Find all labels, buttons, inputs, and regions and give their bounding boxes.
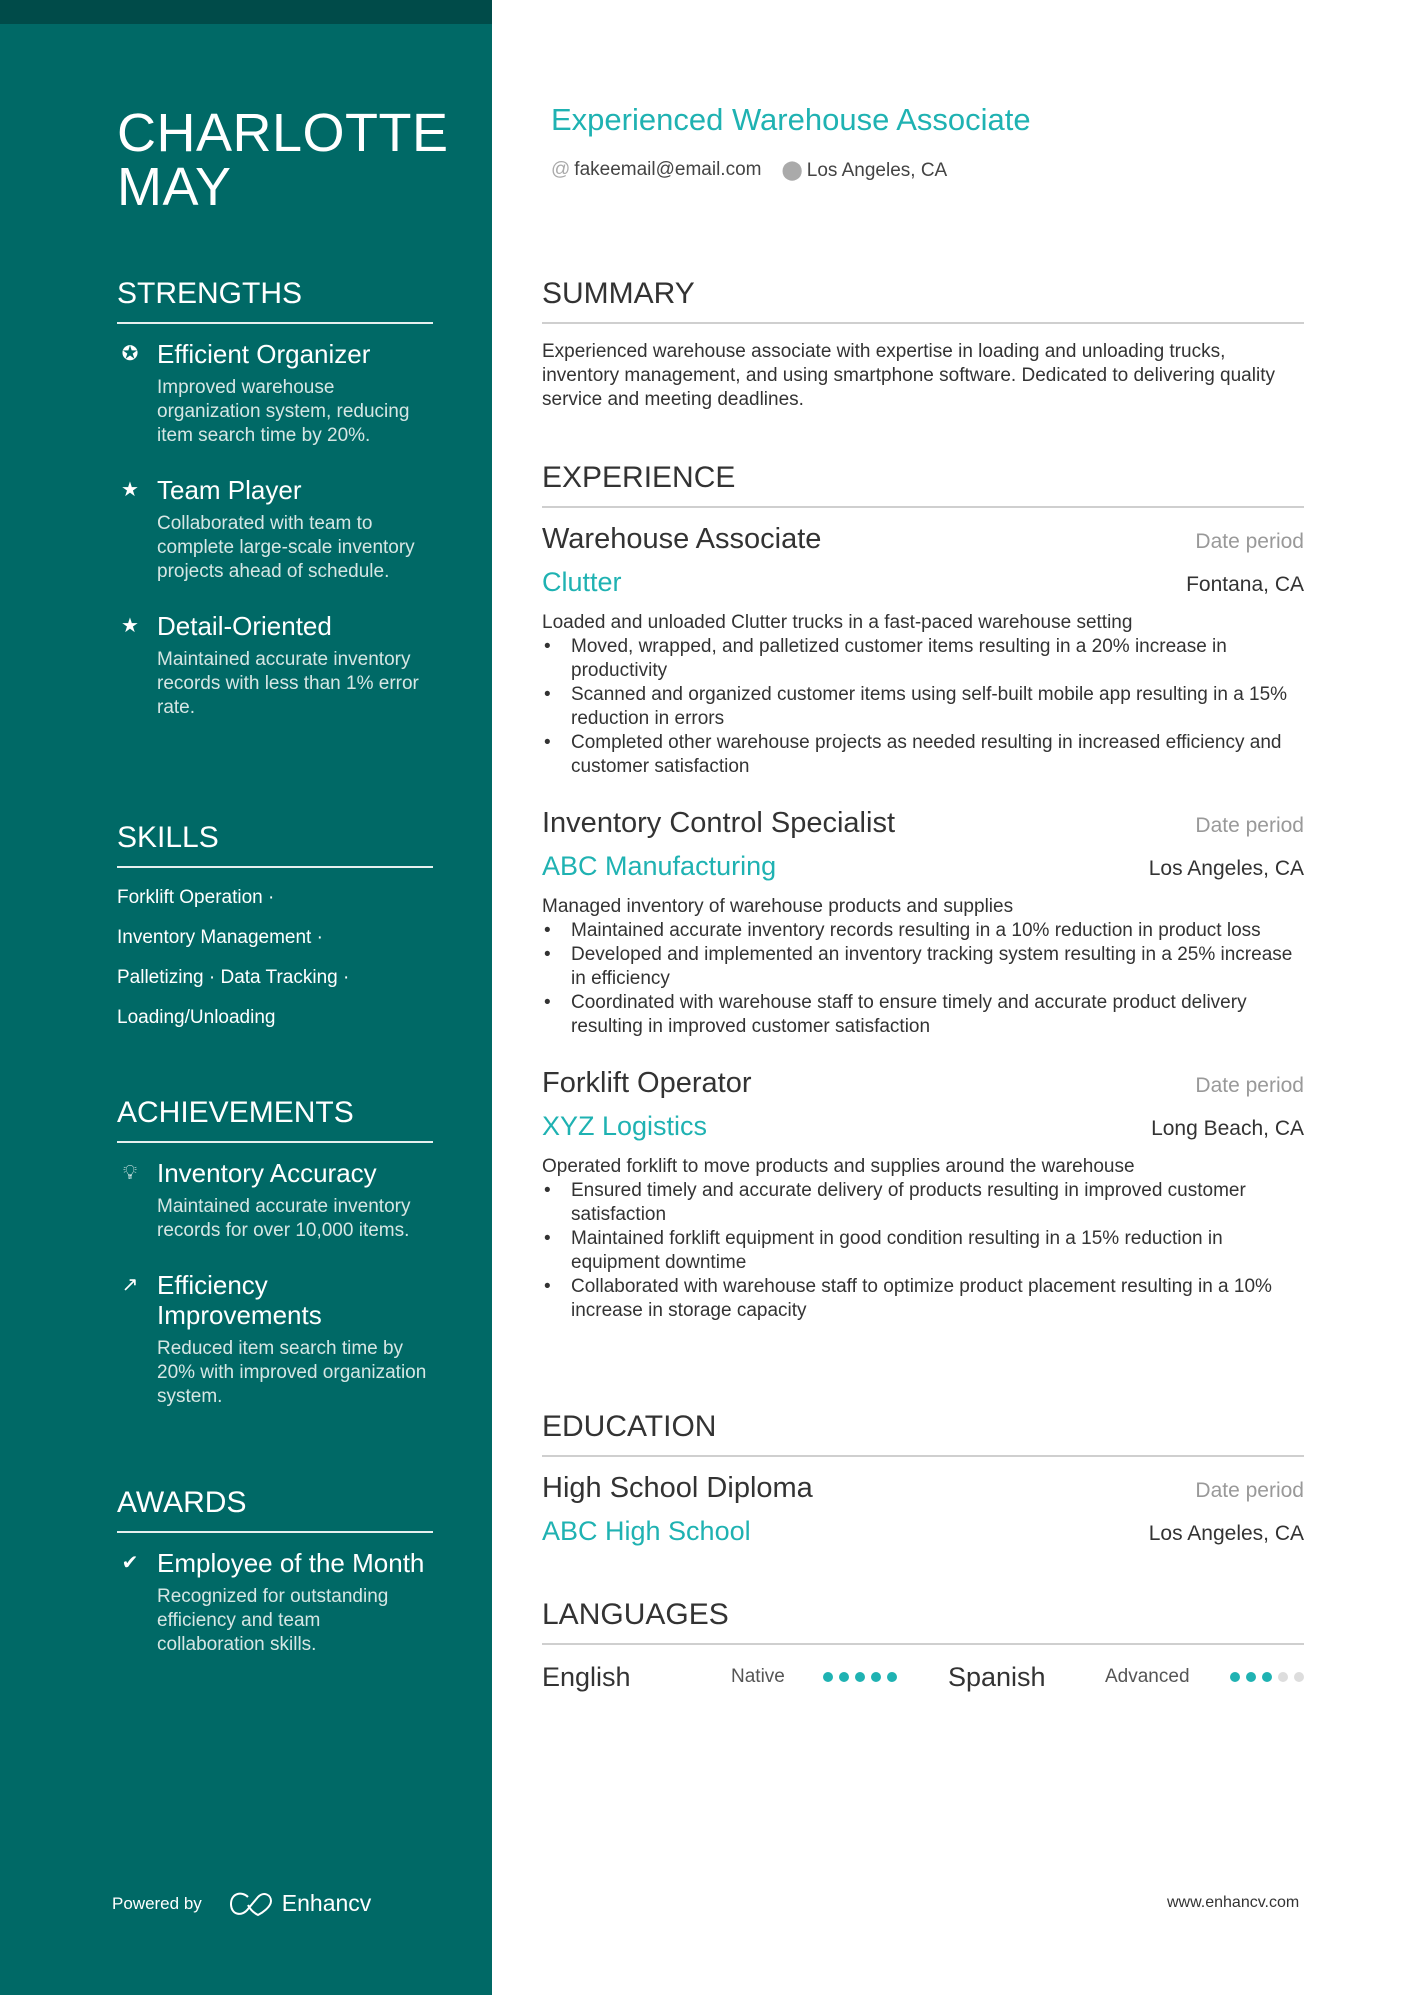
bullet: • Ensured timely and accurate delivery of products resulting in improved customer satisfaction	[542, 1179, 1304, 1227]
list-item	[117, 611, 433, 720]
list-item	[117, 475, 433, 584]
lightbulb-icon: 💡︎	[123, 1162, 137, 1184]
star-icon: ★	[121, 615, 139, 637]
date-period: Date period	[1195, 1074, 1304, 1097]
check-icon: ✔	[121, 1552, 139, 1574]
section-heading: STRENGTHS	[117, 276, 433, 324]
item-desc: Maintained accurate inventory records with less than 1% error rate.	[157, 649, 419, 718]
achievements-section	[117, 1095, 433, 1409]
location: Los Angeles, CA	[1148, 857, 1304, 880]
job-title: Inventory Control Specialist	[542, 807, 895, 839]
company: XYZ Logistics	[542, 1111, 708, 1141]
at-icon: @	[551, 159, 571, 180]
job-title: Forklift Operator	[542, 1067, 752, 1099]
list-item	[117, 1158, 433, 1243]
section-heading: SKILLS	[117, 820, 433, 868]
award-ribbon-icon: ✪	[121, 343, 139, 365]
degree: High School Diploma	[542, 1472, 813, 1504]
bullet: • Developed and implemented an inventory tracking system resulting in a 25% increase in efficiency	[542, 943, 1304, 991]
bullet-list	[542, 635, 1304, 779]
skill-line: Palletizing · Data Tracking ·	[117, 967, 350, 988]
contact-info	[551, 159, 947, 182]
list-item	[117, 1548, 433, 1657]
item-desc: Reduced item search time by 20% with improved organization system.	[157, 1338, 427, 1407]
section-heading: SUMMARY	[542, 276, 1304, 324]
item-title: Employee of the Month	[157, 1548, 425, 1578]
section-heading: EDUCATION	[542, 1409, 1304, 1457]
location: Long Beach, CA	[1151, 1117, 1304, 1140]
star-icon: ★	[121, 479, 139, 501]
rating-dot	[855, 1672, 865, 1682]
bullet-list	[542, 1179, 1304, 1323]
bullet: • Maintained forklift equipment in good condition resulting in a 15% reduction in equipment downtime	[542, 1227, 1304, 1275]
item-desc: Collaborated with team to complete large-scale inventory projects ahead of schedule.	[157, 513, 415, 582]
bullet-list	[542, 919, 1304, 1039]
skills-section	[117, 820, 433, 1038]
enhancv-logo[interactable]	[228, 1890, 372, 1917]
item-desc: Recognized for outstanding efficiency and team collaboration skills.	[157, 1586, 389, 1655]
summary-text: Experienced warehouse associate with expertise in loading and unloading trucks, inventory management, and using smartphone software. Dedicated to delivering quality service and meeting deadlines.	[542, 341, 1275, 410]
location-pin-icon: ⬤	[781, 160, 803, 181]
bullet: • Completed other warehouse projects as needed resulting in increased efficiency and customer satisfaction	[542, 731, 1304, 779]
email-text: fakeemail@email.com	[574, 159, 762, 180]
job-desc: Loaded and unloaded Clutter trucks in a fast-paced warehouse setting	[542, 612, 1133, 633]
job-desc: Managed inventory of warehouse products and supplies	[542, 896, 1014, 917]
rating-dot	[887, 1672, 897, 1682]
rating-dot	[1294, 1672, 1304, 1682]
section-heading: EXPERIENCE	[542, 460, 1304, 508]
item-title: Team Player	[157, 475, 302, 505]
bullet: • Scanned and organized customer items using self-built mobile app resulting in a 15% reduction in errors	[542, 683, 1304, 731]
bullet: • Moved, wrapped, and palletized customer items resulting in a 20% increase in productivity	[542, 635, 1304, 683]
languages-section	[542, 1597, 1304, 1693]
item-title: Detail-Oriented	[157, 611, 332, 641]
top-bar	[0, 0, 492, 24]
footer-url[interactable]: www.enhancv.com	[1167, 1894, 1300, 1911]
job-entry	[542, 1067, 1304, 1323]
strategy-icon: ↗	[121, 1274, 139, 1296]
location	[781, 159, 947, 182]
section-heading: AWARDS	[117, 1485, 433, 1533]
location: Fontana, CA	[1186, 573, 1304, 596]
bullet: • Maintained accurate inventory records resulting in a 10% reduction in product loss	[542, 919, 1304, 943]
rating-dot	[871, 1672, 881, 1682]
enhancv-logo-icon	[228, 1891, 274, 1917]
language-rating	[1230, 1672, 1304, 1682]
experience-section	[542, 460, 1304, 1323]
language-level: Native	[731, 1666, 785, 1687]
company: Clutter	[542, 567, 622, 597]
language-level: Advanced	[1105, 1666, 1190, 1687]
location: Los Angeles, CA	[1148, 1522, 1304, 1545]
item-title: Efficient Organizer	[157, 339, 371, 369]
powered-by	[112, 1890, 371, 1917]
powered-by-label: Powered by	[112, 1893, 202, 1913]
item-title: Inventory Accuracy	[157, 1158, 377, 1188]
section-heading: LANGUAGES	[542, 1597, 1304, 1645]
job-entry	[542, 807, 1304, 1039]
rating-dot	[1262, 1672, 1272, 1682]
candidate-name: CHARLOTTE MAY	[117, 103, 449, 217]
education-section	[542, 1409, 1304, 1547]
item-desc: Maintained accurate inventory records for over 10,000 items.	[157, 1196, 411, 1241]
date-period: Date period	[1195, 814, 1304, 837]
job-entry	[542, 523, 1304, 779]
item-title: Efficiency Improvements	[157, 1270, 322, 1330]
skill-line: Loading/Unloading	[117, 1007, 276, 1028]
rating-dot	[1230, 1672, 1240, 1682]
date-period: Date period	[1195, 1479, 1304, 1502]
rating-dot	[823, 1672, 833, 1682]
job-title: Warehouse Associate	[542, 523, 822, 555]
date-period: Date period	[1195, 530, 1304, 553]
language-rating	[823, 1672, 897, 1682]
bullet: • Collaborated with warehouse staff to optimize product placement resulting in a 10% increase in storage capacity	[542, 1275, 1304, 1323]
language-name: Spanish	[948, 1661, 1046, 1692]
list-item	[117, 339, 433, 448]
location-text: Los Angeles, CA	[806, 160, 948, 181]
strengths-section	[117, 276, 433, 720]
email[interactable]	[551, 159, 761, 182]
company: ABC Manufacturing	[542, 851, 777, 881]
skill-line: Inventory Management ·	[117, 927, 323, 948]
school: ABC High School	[542, 1516, 751, 1546]
rating-dot	[1246, 1672, 1256, 1682]
bullet: • Coordinated with warehouse staff to ensure timely and accurate product delivery resulting in improved customer satisfaction	[542, 991, 1304, 1039]
list-item	[117, 1270, 433, 1409]
summary-section	[542, 276, 1304, 412]
rating-dot	[839, 1672, 849, 1682]
item-desc: Improved warehouse organization system, reducing item search time by 20%.	[157, 377, 410, 446]
headline: Experienced Warehouse Associate	[551, 102, 1031, 137]
awards-section	[117, 1485, 433, 1657]
brand-name: Enhancv	[281, 1890, 372, 1916]
job-desc: Operated forklift to move products and supplies around the warehouse	[542, 1156, 1135, 1177]
section-heading: ACHIEVEMENTS	[117, 1095, 433, 1143]
skill-line: Forklift Operation ·	[117, 887, 275, 908]
rating-dot	[1278, 1672, 1288, 1682]
language-name: English	[542, 1661, 631, 1692]
